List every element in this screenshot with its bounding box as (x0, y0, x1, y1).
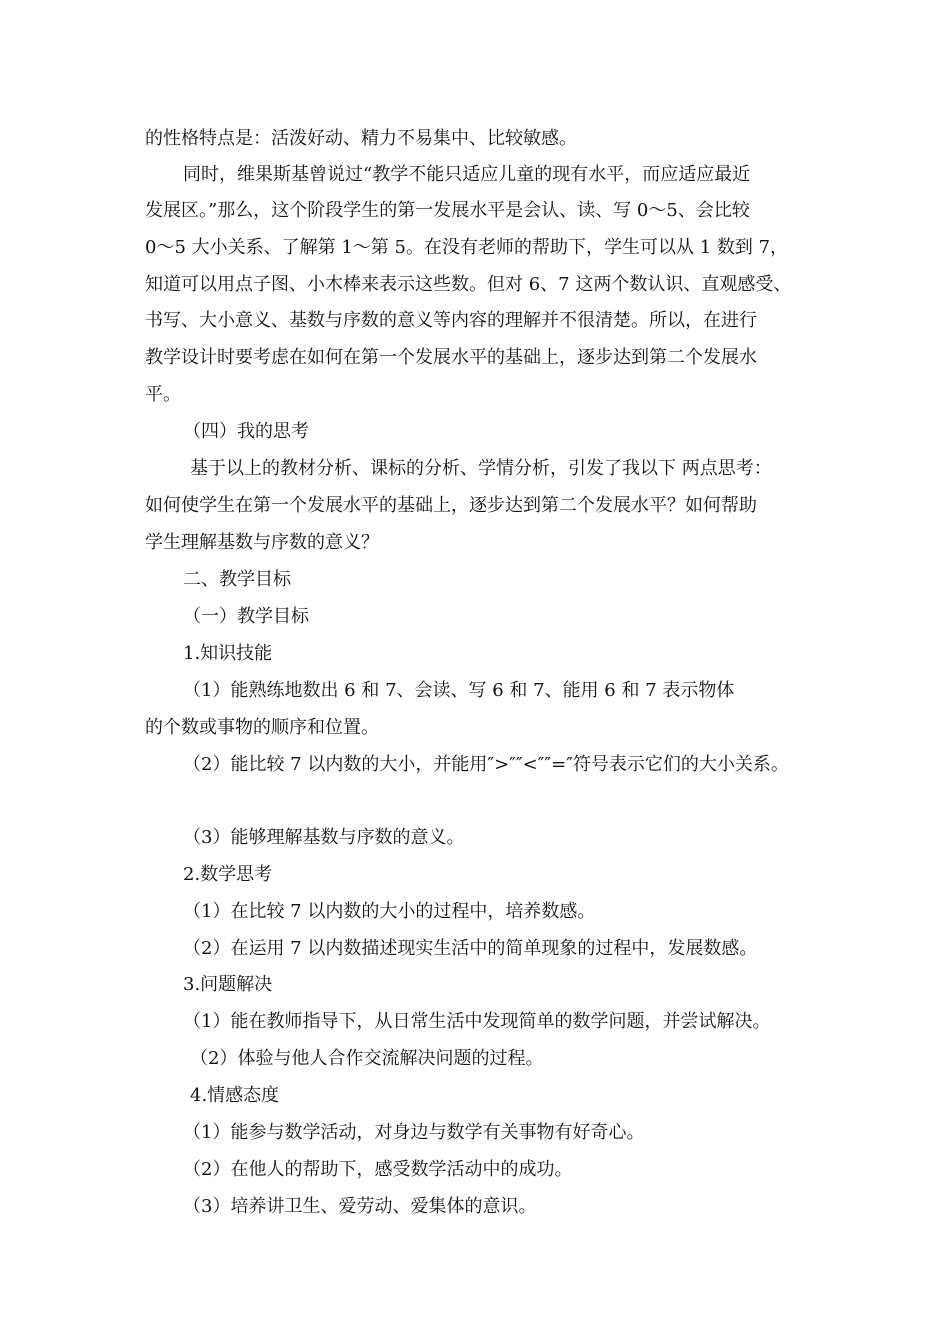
paragraph-line-9: 基于以上的教材分析、课标的分析、学情分析，引发了我以下 两点思考： (190, 458, 772, 479)
goal-item-4-3: （3）培养讲卫生、爱劳动、爱集体的意识。 (183, 1196, 537, 1217)
paragraph-line-6: 书写、大小意义、基数与序数的意义等内容的理解并不很清楚。所以，在进行 (145, 310, 757, 331)
paragraph-line-5: 知道可以用点子图、小木棒来表示这些数。但对 6、7 这两个数认识、直观感受、 (145, 274, 792, 295)
section-heading-thinking: （四）我的思考 (183, 421, 309, 442)
subsection-heading-goals: （一）教学目标 (183, 606, 309, 627)
goal-item-1-1-cont: 的个数或事物的顺序和位置。 (145, 717, 379, 738)
section-heading-teaching-goals: 二、教学目标 (183, 569, 291, 590)
paragraph-line-3: 发展区。”那么，这个阶段学生的第一发展水平是会认、读、写 0～5、会比较 (145, 200, 750, 221)
paragraph-line-10: 如何使学生在第一个发展水平的基础上，逐步达到第二个发展水平？如何帮助 (145, 495, 757, 516)
goal-item-1-1: （1）能熟练地数出 6 和 7、会读、写 6 和 7、能用 6 和 7 表示物体 (183, 680, 735, 701)
item-heading-math-thinking: 2.数学思考 (183, 864, 273, 885)
goal-item-4-2: （2）在他人的帮助下，感受数学活动中的成功。 (183, 1159, 573, 1180)
paragraph-line-2: 同时，维果斯基曾说过“教学不能只适应儿童的现有水平，而应适应最近 (183, 164, 751, 185)
goal-item-2-1: （1）在比较 7 以内数的大小的过程中，培养数感。 (183, 901, 596, 922)
paragraph-line-4: 0～5 大小关系、了解第 1～第 5。在没有老师的帮助下，学生可以从 1 数到 7， (145, 237, 789, 258)
goal-item-1-2: （2）能比较 7 以内数的大小，并能用″>″″<″″=″符号表示它们的大小关系。 (183, 754, 789, 775)
paragraph-line-8: 平。 (145, 384, 181, 405)
item-heading-knowledge: 1.知识技能 (183, 643, 273, 664)
paragraph-line-11: 学生理解基数与序数的意义？ (145, 532, 379, 553)
goal-item-3-2: （2）体验与他人合作交流解决问题的过程。 (190, 1048, 544, 1069)
item-heading-problem-solving: 3.问题解决 (183, 974, 273, 995)
goal-item-4-1: （1）能参与数学活动，对身边与数学有关事物有好奇心。 (183, 1122, 645, 1143)
goal-item-1-3: （3）能够理解基数与序数的意义。 (183, 827, 465, 848)
paragraph-line-7: 教学设计时要考虑在如何在第一个发展水平的基础上，逐步达到第二个发展水 (145, 347, 757, 368)
paragraph-line-1: 的性格特点是：活泼好动、精力不易集中、比较敏感。 (145, 128, 577, 149)
goal-item-2-2: （2）在运用 7 以内数描述现实生活中的简单现象的过程中，发展数感。 (183, 938, 758, 959)
item-heading-emotion: 4.情感态度 (190, 1085, 280, 1106)
goal-item-3-1: （1）能在教师指导下，从日常生活中发现简单的数学问题，并尝试解决。 (183, 1011, 771, 1032)
